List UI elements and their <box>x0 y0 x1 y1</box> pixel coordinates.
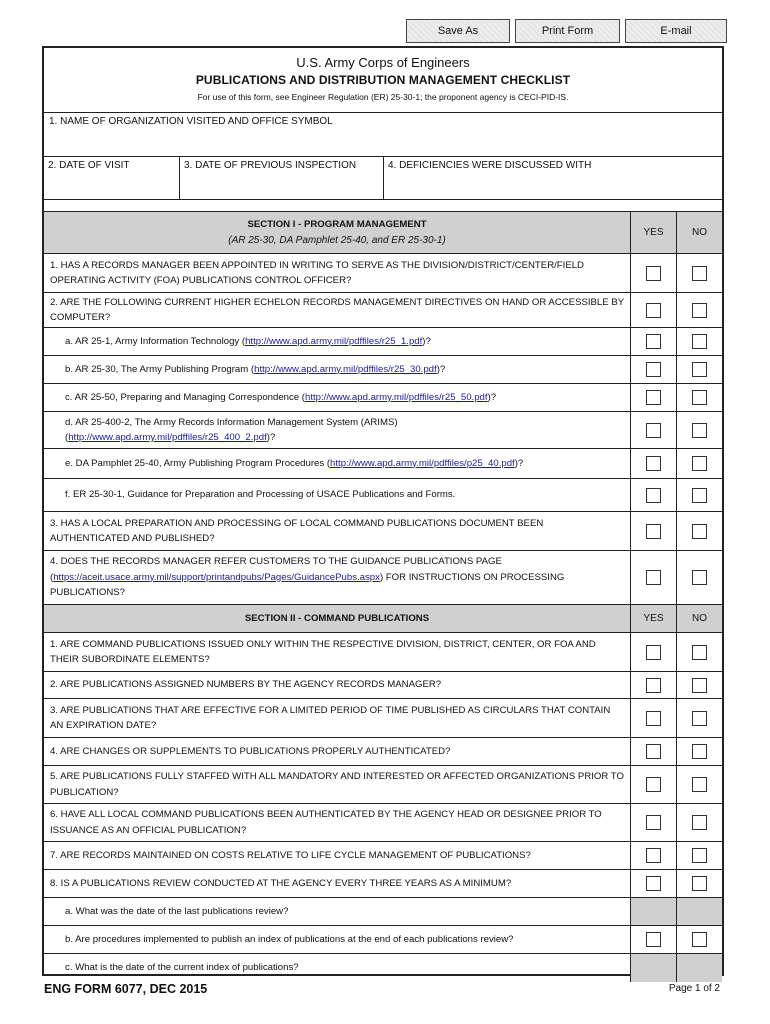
yes-checkbox[interactable] <box>646 932 661 947</box>
checklist-item <box>44 954 722 982</box>
question-text: 8. IS A PUBLICATIONS REVIEW CONDUCTED AT THE AGENCY EVERY THREE YEARS AS A MINIMUM? <box>50 877 512 889</box>
checklist-item <box>44 633 722 672</box>
email-button[interactable]: E-mail <box>625 19 727 43</box>
visit-info-row <box>44 157 722 200</box>
checklist-item <box>44 551 722 605</box>
no-checkbox[interactable] <box>692 848 707 863</box>
previous-inspection-field[interactable] <box>180 157 384 199</box>
checklist-form <box>42 46 724 976</box>
no-checkbox[interactable] <box>692 362 707 377</box>
no-checkbox[interactable] <box>692 645 707 660</box>
question-text: 4. DOES THE RECORDS MANAGER REFER CUSTOMERS TO THE GUIDANCE PUBLICATIONS PAGE (https://aceit.usace.army.mil/support/printandpubs/Pages/GuidancePubs.aspx) FOR INSTRUCTIONS ON PROCESSING PUBLICATIONS? <box>50 556 565 599</box>
question-text: f. ER 25-30-1, Guidance for Preparation and Processing of USACE Publications and Forms. <box>65 489 456 501</box>
checklist-item <box>44 898 722 926</box>
question-text: d. AR 25-400-2, The Army Records Information Management System (ARIMS) (http://www.apd.army.mil/pdffiles/r25_400_2.pdf)? <box>65 416 398 443</box>
question-text: 2. ARE THE FOLLOWING CURRENT HIGHER ECHELON RECORDS MANAGEMENT DIRECTIVES ON HAND OR ACCESSIBLE BY COMPUTER? <box>50 296 624 323</box>
yes-checkbox[interactable] <box>646 334 661 349</box>
no-checkbox[interactable] <box>692 488 707 503</box>
toolbar <box>406 19 727 43</box>
no-checkbox[interactable] <box>692 303 707 318</box>
regulation-link[interactable]: http://www.apd.army.mil/pdffiles/r25_50.pdf <box>305 391 488 403</box>
yes-checkbox[interactable] <box>646 266 661 281</box>
no-checkbox[interactable] <box>692 570 707 585</box>
no-column-header: NO <box>676 212 722 253</box>
question-text[interactable]: c. What is the date of the current index of publications? <box>65 962 299 974</box>
section-1-header <box>44 212 722 254</box>
yes-checkbox[interactable] <box>646 488 661 503</box>
checklist-item <box>44 412 722 449</box>
checklist-item <box>44 738 722 766</box>
yes-checkbox[interactable] <box>646 645 661 660</box>
regulation-link[interactable]: http://www.apd.army.mil/pdffiles/r25_30.pdf <box>254 363 437 375</box>
question-text: 2. ARE PUBLICATIONS ASSIGNED NUMBERS BY THE AGENCY RECORDS MANAGER? <box>50 679 442 691</box>
no-checkbox[interactable] <box>692 744 707 759</box>
yes-column-header: YES <box>630 212 676 253</box>
checklist-item <box>44 804 722 842</box>
yes-column-header: YES <box>630 605 676 632</box>
question-text: 3. ARE PUBLICATIONS THAT ARE EFFECTIVE FOR A LIMITED PERIOD OF TIME PUBLISHED AS CIRCULARS THAT CONTAIN AN EXPIRATION DATE? <box>50 704 611 731</box>
save-as-button[interactable]: Save As <box>406 19 510 43</box>
section-2-header <box>44 605 722 633</box>
yes-checkbox[interactable] <box>646 456 661 471</box>
no-checkbox[interactable] <box>692 334 707 349</box>
no-checkbox[interactable] <box>692 678 707 693</box>
question-text: b. Are procedures implemented to publish an index of publications at the end of each publications review? <box>65 933 514 945</box>
yes-checkbox[interactable] <box>646 711 661 726</box>
yes-checkbox[interactable] <box>646 876 661 891</box>
question-text: 4. ARE CHANGES OR SUPPLEMENTS TO PUBLICATIONS PROPERLY AUTHENTICATED? <box>50 745 451 757</box>
question-text: c. AR 25-50, Preparing and Managing Correspondence (http://www.apd.army.mil/pdffiles/r25_50.pdf)? <box>65 391 497 403</box>
yes-checkbox[interactable] <box>646 390 661 405</box>
yes-checkbox[interactable] <box>646 362 661 377</box>
regulation-link[interactable]: http://www.apd.army.mil/pdffiles/r25_1.pdf <box>245 335 423 347</box>
yes-checkbox[interactable] <box>646 524 661 539</box>
date-of-visit-label: 2. DATE OF VISIT <box>48 160 130 171</box>
regulation-link[interactable]: http://www.apd.army.mil/pdffiles/p25_40.pdf <box>330 457 515 469</box>
shaded-cell <box>676 954 722 982</box>
no-checkbox[interactable] <box>692 524 707 539</box>
checklist-item <box>44 766 722 804</box>
question-text: 6. HAVE ALL LOCAL COMMAND PUBLICATIONS BEEN AUTHENTICATED BY THE AGENCY HEAD OR DESIGNEE PRIOR TO ISSUANCE AS AN OFFICIAL PUBLICATION? <box>50 809 602 836</box>
organization-field-label: 1. NAME OF ORGANIZATION VISITED AND OFFICE SYMBOL <box>49 116 333 127</box>
question-text: 7. ARE RECORDS MAINTAINED ON COSTS RELATIVE TO LIFE CYCLE MANAGEMENT OF PUBLICATIONS? <box>50 849 531 861</box>
checklist-item <box>44 512 722 551</box>
question-text: 3. HAS A LOCAL PREPARATION AND PROCESSING OF LOCAL COMMAND PUBLICATIONS DOCUMENT BEEN AUTHENTICATED AND PUBLISHED? <box>50 517 544 544</box>
shaded-cell <box>630 954 676 982</box>
deficiencies-discussed-label: 4. DEFICIENCIES WERE DISCUSSED WITH <box>388 160 592 171</box>
checklist-item <box>44 328 722 356</box>
yes-checkbox[interactable] <box>646 777 661 792</box>
guidance-pubs-link[interactable]: https://aceit.usace.army.mil/support/printandpubs/Pages/GuidancePubs.aspx <box>53 571 380 583</box>
yes-checkbox[interactable] <box>646 570 661 585</box>
no-column-header: NO <box>676 605 722 632</box>
organization-field[interactable] <box>44 113 722 157</box>
form-header <box>44 48 722 113</box>
form-subtitle: For use of this form, see Engineer Regulation (ER) 25-30-1; the proponent agency is CECI-PID-IS. <box>197 92 569 102</box>
yes-checkbox[interactable] <box>646 303 661 318</box>
question-text: b. AR 25-30, The Army Publishing Program (http://www.apd.army.mil/pdffiles/r25_30.pdf)? <box>65 363 446 375</box>
yes-checkbox[interactable] <box>646 678 661 693</box>
checklist-item <box>44 254 722 293</box>
question-text: a. AR 25-1, Army Information Technology (http://www.apd.army.mil/pdffiles/r25_1.pdf)? <box>65 335 431 347</box>
section-1-citation: (AR 25-30, DA Pamphlet 25-40, and ER 25-30-1) <box>228 234 446 246</box>
yes-checkbox[interactable] <box>646 744 661 759</box>
yes-checkbox[interactable] <box>646 815 661 830</box>
page-number: Page 1 of 2 <box>668 983 720 994</box>
checklist-item <box>44 672 722 699</box>
section-1-title: SECTION I - PROGRAM MANAGEMENT <box>247 219 427 230</box>
no-checkbox[interactable] <box>692 815 707 830</box>
yes-checkbox[interactable] <box>646 423 661 438</box>
checklist-item <box>44 293 722 328</box>
question-text: e. DA Pamphlet 25-40, Army Publishing Program Procedures (http://www.apd.army.mil/pdffiles/p25_40.pdf)? <box>65 457 524 469</box>
form-number: ENG FORM 6077, DEC 2015 <box>44 982 208 996</box>
checklist-item <box>44 842 722 870</box>
checklist-item <box>44 699 722 738</box>
question-text: 5. ARE PUBLICATIONS FULLY STAFFED WITH ALL MANDATORY AND INTERESTED OR AFFECTED ORGANIZATIONS PRIOR TO PUBLICATION? <box>50 771 624 798</box>
date-of-visit-field[interactable] <box>44 157 180 199</box>
no-checkbox[interactable] <box>692 456 707 471</box>
regulation-link[interactable]: http://www.apd.army.mil/pdffiles/r25_400_2.pdf <box>68 432 267 443</box>
question-text: 1. ARE COMMAND PUBLICATIONS ISSUED ONLY WITHIN THE RESPECTIVE DIVISION, DISTRICT, CENTER, OR FOA AND THEIR SUBORDINATE ELEMENTS? <box>50 638 596 665</box>
no-checkbox[interactable] <box>692 932 707 947</box>
form-title: PUBLICATIONS AND DISTRIBUTION MANAGEMENT CHECKLIST <box>195 73 571 87</box>
spacer <box>44 200 722 212</box>
no-checkbox[interactable] <box>692 423 707 438</box>
agency-name: U.S. Army Corps of Engineers <box>296 55 470 70</box>
section-2-title: SECTION II - COMMAND PUBLICATIONS <box>244 612 430 624</box>
question-text[interactable]: a. What was the date of the last publications review? <box>65 905 289 917</box>
checklist-item <box>44 926 722 954</box>
shaded-cell <box>676 898 722 925</box>
no-checkbox[interactable] <box>692 711 707 726</box>
deficiencies-discussed-field[interactable] <box>384 157 722 199</box>
checklist-item <box>44 479 722 512</box>
yes-checkbox[interactable] <box>646 848 661 863</box>
print-form-button[interactable]: Print Form <box>515 19 620 43</box>
checklist-item <box>44 870 722 898</box>
checklist-item <box>44 356 722 384</box>
previous-inspection-label: 3. DATE OF PREVIOUS INSPECTION <box>184 160 357 171</box>
shaded-cell <box>630 898 676 925</box>
no-checkbox[interactable] <box>692 266 707 281</box>
no-checkbox[interactable] <box>692 777 707 792</box>
no-checkbox[interactable] <box>692 876 707 891</box>
question-text: 1. HAS A RECORDS MANAGER BEEN APPOINTED IN WRITING TO SERVE AS THE DIVISION/DISTRICT/CENTER/FIELD OPERATING ACTIVITY (FOA) PUBLICATIONS CONTROL OFFICER? <box>50 259 584 286</box>
checklist-item <box>44 384 722 412</box>
no-checkbox[interactable] <box>692 390 707 405</box>
checklist-item <box>44 449 722 479</box>
